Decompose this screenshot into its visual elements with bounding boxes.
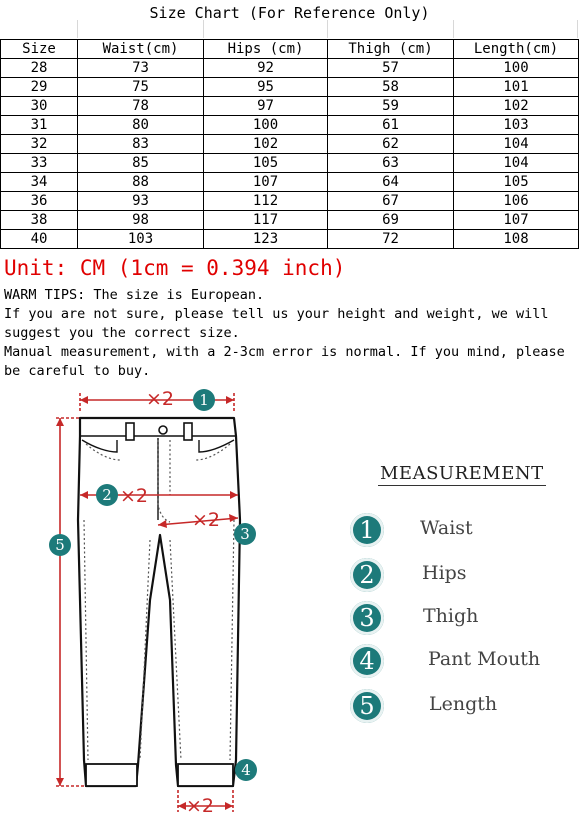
tip-line: If you are not sure, please tell us your height and weight, we will suggest you the correct size. (4, 306, 549, 341)
table-cell: 98 (78, 211, 204, 230)
table-row (1, 116, 579, 135)
table-row (1, 97, 579, 116)
tip-line: Manual measurement, with a 2-3cm error is normal. If you mind, please be careful to buy. (4, 344, 565, 379)
legend-number-badge: 2 (350, 558, 384, 592)
marker-1: 1 (199, 391, 209, 409)
header-waist: Waist(cm) (78, 40, 204, 59)
table-cell: 63 (328, 154, 454, 173)
table-cell: 64 (328, 173, 454, 192)
table-cell: 73 (78, 59, 204, 78)
table-cell: 117 (204, 211, 328, 230)
warm-tips (4, 286, 576, 381)
table-cell: 100 (454, 59, 579, 78)
legend-label: Pant Mouth (428, 648, 541, 670)
table-cell: 67 (328, 192, 454, 211)
chart-title: Size Chart (For Reference Only) (149, 4, 430, 22)
header-size: Size (1, 40, 78, 59)
table-cell: 59 (328, 97, 454, 116)
table-cell: 104 (454, 135, 579, 154)
legend-number-badge: 3 (350, 601, 384, 635)
table-cell: 32 (1, 135, 78, 154)
table-cell: 62 (328, 135, 454, 154)
table-cell: 30 (1, 97, 78, 116)
header-thigh: Thigh (cm) (328, 40, 454, 59)
table-row (1, 230, 579, 249)
table-cell: 105 (204, 154, 328, 173)
table-row (1, 154, 579, 173)
tip-line: WARM TIPS: The size is European. (4, 287, 265, 303)
table-cell: 83 (78, 135, 204, 154)
legend-item-pant-mouth (350, 644, 579, 680)
legend-item-hips (350, 558, 579, 594)
table-cell: 101 (454, 78, 579, 97)
marker-3: 3 (240, 525, 250, 543)
table-cell: 107 (204, 173, 328, 192)
table-cell: 38 (1, 211, 78, 230)
mouth-multiplier: ×2 (186, 795, 215, 817)
table-row (1, 59, 579, 78)
marker-2: 2 (102, 486, 112, 504)
table-cell: 88 (78, 173, 204, 192)
table-cell: 85 (78, 154, 204, 173)
table-cell: 112 (204, 192, 328, 211)
table-cell: 57 (328, 59, 454, 78)
table-cell: 72 (328, 230, 454, 249)
table-row (1, 211, 579, 230)
legend-title: MEASUREMENT (380, 463, 544, 484)
header-length: Length(cm) (454, 40, 579, 59)
table-cell: 95 (204, 78, 328, 97)
table-cell: 108 (454, 230, 579, 249)
table-cell: 100 (204, 116, 328, 135)
table-cell: 75 (78, 78, 204, 97)
waist-multiplier: ×2 (146, 388, 175, 410)
table-cell: 102 (454, 97, 579, 116)
table-cell: 103 (78, 230, 204, 249)
hips-multiplier: ×2 (120, 485, 149, 507)
marker-4: 4 (241, 761, 251, 779)
thigh-multiplier: ×2 (192, 509, 221, 531)
legend-number-badge: 5 (350, 689, 384, 723)
table-cell: 80 (78, 116, 204, 135)
legend-item-waist (350, 513, 579, 549)
table-cell: 104 (454, 154, 579, 173)
table-cell: 93 (78, 192, 204, 211)
size-table (0, 39, 579, 249)
legend-label: Hips (422, 562, 467, 584)
table-cell: 69 (328, 211, 454, 230)
legend-item-length (350, 689, 579, 725)
header-hips: Hips (cm) (204, 40, 328, 59)
table-row (1, 173, 579, 192)
table-cell: 34 (1, 173, 78, 192)
marker-5: 5 (55, 536, 65, 554)
table-cell: 92 (204, 59, 328, 78)
table-cell: 58 (328, 78, 454, 97)
legend-label: Length (429, 693, 498, 715)
legend-number-badge: 4 (350, 644, 384, 678)
table-cell: 123 (204, 230, 328, 249)
table-cell: 33 (1, 154, 78, 173)
table-cell: 78 (78, 97, 204, 116)
table-cell: 31 (1, 116, 78, 135)
table-row (1, 78, 579, 97)
table-cell: 97 (204, 97, 328, 116)
table-cell: 36 (1, 192, 78, 211)
table-cell: 61 (328, 116, 454, 135)
table-cell: 40 (1, 230, 78, 249)
table-header-row (1, 40, 579, 59)
table-cell: 103 (454, 116, 579, 135)
legend-label: Thigh (423, 605, 479, 627)
legend-number-badge: 1 (350, 513, 384, 547)
table-cell: 106 (454, 192, 579, 211)
unit-note: Unit: CM (1cm = 0.394 inch) (4, 256, 346, 280)
table-cell: 105 (454, 173, 579, 192)
table-row (1, 135, 579, 154)
legend-item-thigh (350, 601, 579, 637)
table-cell: 29 (1, 78, 78, 97)
legend-label: Waist (420, 517, 473, 539)
table-cell: 28 (1, 59, 78, 78)
table-cell: 102 (204, 135, 328, 154)
faint-grid (0, 20, 579, 38)
table-row (1, 192, 579, 211)
table-cell: 107 (454, 211, 579, 230)
pants-outline (78, 418, 240, 786)
cuffs (86, 764, 233, 786)
